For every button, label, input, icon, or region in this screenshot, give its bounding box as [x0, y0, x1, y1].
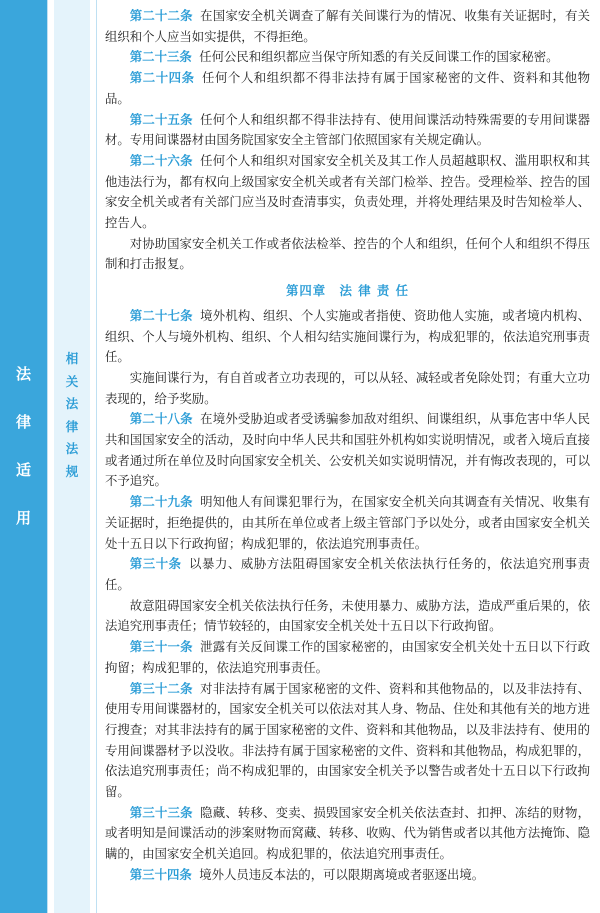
article-text: 任何个人和组织对国家安全机关及其工作人员超越职权、滥用职权和其他违法行为，都有权向上级国家安全机关或者有关部门检举、控告。受理检举、控告的国家安全机关或者有关部门应当及时查清事实，负责处理，并将处理结果及时告知检举人、控告人。: [105, 152, 591, 231]
article-paragraph: [105, 68, 590, 109]
article-text: 任何个人和组织都不得非法持有、使用间谍活动特殊需要的专用间谍器材。专用间谍器材由国务院国家安全主管部门依照国家有关规定确认。: [105, 111, 591, 148]
article-text: 任何公民和组织都应当保守所知悉的有关反间谍工作的国家秘密。: [199, 49, 559, 65]
article-text: 境外机构、组织、个人实施或者指使、资助他人实施，或者境内机构、组织、个人与境外机构、组织、个人相勾结实施间谍行为，构成犯罪的，依法追究刑事责任。: [105, 307, 591, 365]
article-paragraph: [105, 6, 590, 47]
article-paragraph: [105, 151, 590, 234]
primary-category-band: [0, 0, 47, 913]
article-number: 第三十条: [129, 556, 182, 572]
article-text: 在境外受胁迫或者受诱骗参加敌对组织、间谍组织，从事危害中华人民共和国国家安全的活动，及时向中华人民共和国驻外机构如实说明情况，或者入境后直接或者通过所在单位及时向国家安全机关、公安机关如实说明情况，并有悔改表现的，可以不予追究。: [105, 411, 591, 489]
article-paragraph: [105, 865, 590, 886]
article-text: 境外人员违反本法的，可以限期离境或者驱逐出境。: [199, 866, 485, 882]
article-number: 第二十三条: [129, 49, 192, 65]
article-paragraph: [105, 492, 590, 554]
article-text: 泄露有关反间谍工作的国家秘密的，由国家安全机关处十五日以下行政拘留；构成犯罪的，依法追究刑事责任。: [105, 639, 591, 675]
article-text: 明知他人有间谍犯罪行为，在国家安全机关向其调查有关情况、收集有关证据时，拒绝提供的，由其所在单位或者上级主管部门予以处分，或者由国家安全机关处十五日以下行政拘留；构成犯罪的，依法追究刑事责任。: [105, 494, 591, 551]
continuation-paragraph: [105, 368, 590, 409]
continuation-paragraph: [105, 234, 590, 275]
primary-category-label: 法 律 适 用: [15, 365, 31, 527]
paragraph-text: 对协助国家安全机关工作或者依法检举、控告的个人和组织，任何个人和组织不得压制和打击报复。: [105, 235, 590, 272]
continuation-paragraph: [105, 596, 590, 637]
article-number: 第三十二条: [129, 680, 193, 696]
article-text: 以暴力、威胁方法阻碍国家安全机关依法执行任务的，依法追究刑事责任。: [105, 556, 591, 592]
secondary-category-label: 相 关 法 律 法 规: [65, 351, 79, 479]
secondary-category-inner: [54, 0, 90, 913]
article-number: 第二十六条: [129, 152, 193, 168]
article-number: 第三十三条: [129, 804, 193, 820]
article-paragraph: [105, 803, 590, 865]
article-paragraph: [105, 637, 590, 678]
article-text: 在国家安全机关调查了解有关间谍行为的情况、收集有关证据时，有关组织和个人应当如实提供，不得拒绝。: [105, 8, 591, 44]
article-number: 第二十二条: [129, 8, 193, 23]
article-paragraph: [105, 679, 590, 803]
article-number: 第三十一条: [129, 639, 193, 655]
article-number: 第二十七条: [129, 307, 193, 323]
law-text-body: [105, 6, 590, 886]
article-number: 第三十四条: [129, 866, 192, 882]
paragraph-text: 故意阻碍国家安全机关依法执行任务，未使用暴力、威胁方法，造成严重后果的，依法追究刑事责任；情节较轻的，由国家安全机关处十五日以下行政拘留。: [105, 597, 590, 634]
article-text: 任何个人和组织都不得非法持有属于国家秘密的文件、资料和其他物品。: [105, 70, 591, 106]
article-paragraph: [105, 110, 590, 151]
article-paragraph: [105, 47, 590, 68]
article-number: 第二十五条: [129, 111, 193, 127]
article-paragraph: [105, 306, 590, 368]
article-paragraph: [105, 554, 590, 595]
article-number: 第二十四条: [129, 70, 195, 86]
chapter-heading: 第四章 法 律 责 任: [285, 283, 410, 299]
article-number: 第二十九条: [129, 494, 193, 510]
article-text: 隐藏、转移、变卖、损毁国家安全机关依法查封、扣押、冻结的财物，或者明知是间谍活动的涉案财物而窝藏、转移、收购、代为销售或者以其他方法掩饰、隐瞒的，由国家安全机关追回。构成犯罪的，依法追究刑事责任。: [105, 804, 591, 862]
article-text: 对非法持有属于国家秘密的文件、资料和其他物品的，以及非法持有、使用专用间谍器材的，国家安全机关可以依法对其人身、物品、住处和其他有关的地方进行搜查；对其非法持有的属于国家秘密的文件、资料和其他物品，以及非法持有、使用的专用间谍器材予以没收。非法持有属于国家秘密的文件、资料和其他物品，构成犯罪的，依法追究刑事责任；尚不构成犯罪的，由国家安全机关予以警告或者处十五日以下行政拘留。: [105, 680, 591, 800]
secondary-category-band: [47, 0, 97, 913]
article-paragraph: [105, 409, 590, 492]
paragraph-text: 实施间谍行为，有自首或者立功表现的，可以从轻、减轻或者免除处罚；有重大立功表现的，给予奖励。: [105, 369, 590, 406]
article-number: 第二十八条: [129, 411, 193, 427]
